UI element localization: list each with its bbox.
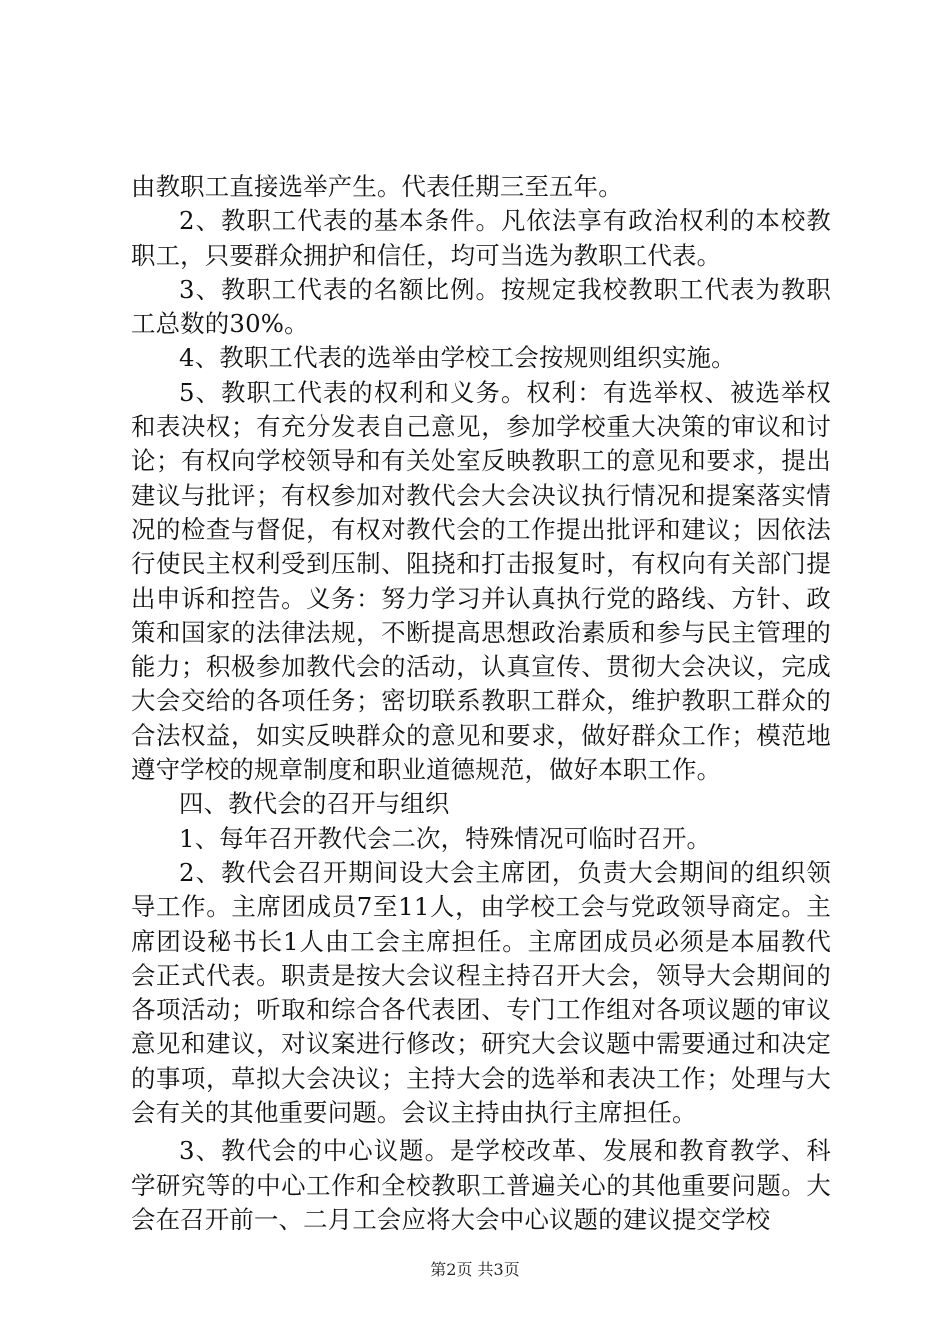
paragraph-2: 2、教职工代表的基本条件。凡依法享有政治权利的本校教职工，只要群众拥护和信任，均可当选为教职工代表。 (131, 206, 831, 270)
page-footer: 第2页 共3页 (430, 1260, 520, 1279)
paragraph-4: 4、教职工代表的选举由学校工会按规则组织实施。 (179, 343, 736, 373)
section-heading-4: 四、教代会的召开与组织 (179, 789, 450, 819)
paragraph-1: 由教职工直接选举产生。代表任期三至五年。 (131, 172, 623, 201)
paragraph-6: 1、每年召开教代会二次，特殊情况可临时召开。 (179, 823, 712, 853)
paragraph-8: 3、教代会的中心议题。是学校改革、发展和教育教学、科学研究等的中心工作和全校教职工普遍关心的其他重要问题。大会在召开前一、二月工会应将大会中心议题的建议提交学校 (131, 1136, 831, 1234)
document-body (131, 170, 831, 1237)
paragraph-7: 2、教代会召开期间设大会主席团，负责大会期间的组织领导工作。主席团成员7至11人，由学校工会与党政领导商定。主席团设秘书长1人由工会主席担任。主席团成员必须是本届教代会正式代表。职责是按大会议程主持召开大会，领导大会期间的各项活动；听取和综合各代表团、专门工作组对各项议题的审议意见和建议，对议案进行修改；研究大会议题中需要通过和决定的事项，草拟大会决议；主持大会的选举和表决工作；处理与大会有关的其他重要问题。会议主持由执行主席担任。 (131, 857, 831, 1128)
paragraph-3: 3、教职工代表的名额比例。按规定我校教职工代表为教职工总数的30%。 (131, 274, 831, 339)
paragraph-5: 5、教职工代表的权利和义务。权利：有选举权、被选举权和表决权；有充分发表自己意见，参加学校重大决策的审议和讨论；有权向学校领导和有关处室反映教职工的意见和要求，提出建议与批评；有权参加对教代会大会决议执行情况和提案落实情况的检查与督促，有权对教代会的工作提出批评和建议；因依法行使民主权利受到压制、阻挠和打击报复时，有权向有关部门提出申诉和控告。义务：努力学习并认真执行党的路线、方针、政策和国家的法律法规，不断提高思想政治素质和参与民主管理的能力；积极参加教代会的活动，认真宣传、贯彻大会决议，完成大会交给的各项任务；密切联系教职工群众，维护教职工群众的合法权益，如实反映群众的意见和要求，做好群众工作；模范地遵守学校的规章制度和职业道德规范，做好本职工作。 (131, 377, 831, 785)
